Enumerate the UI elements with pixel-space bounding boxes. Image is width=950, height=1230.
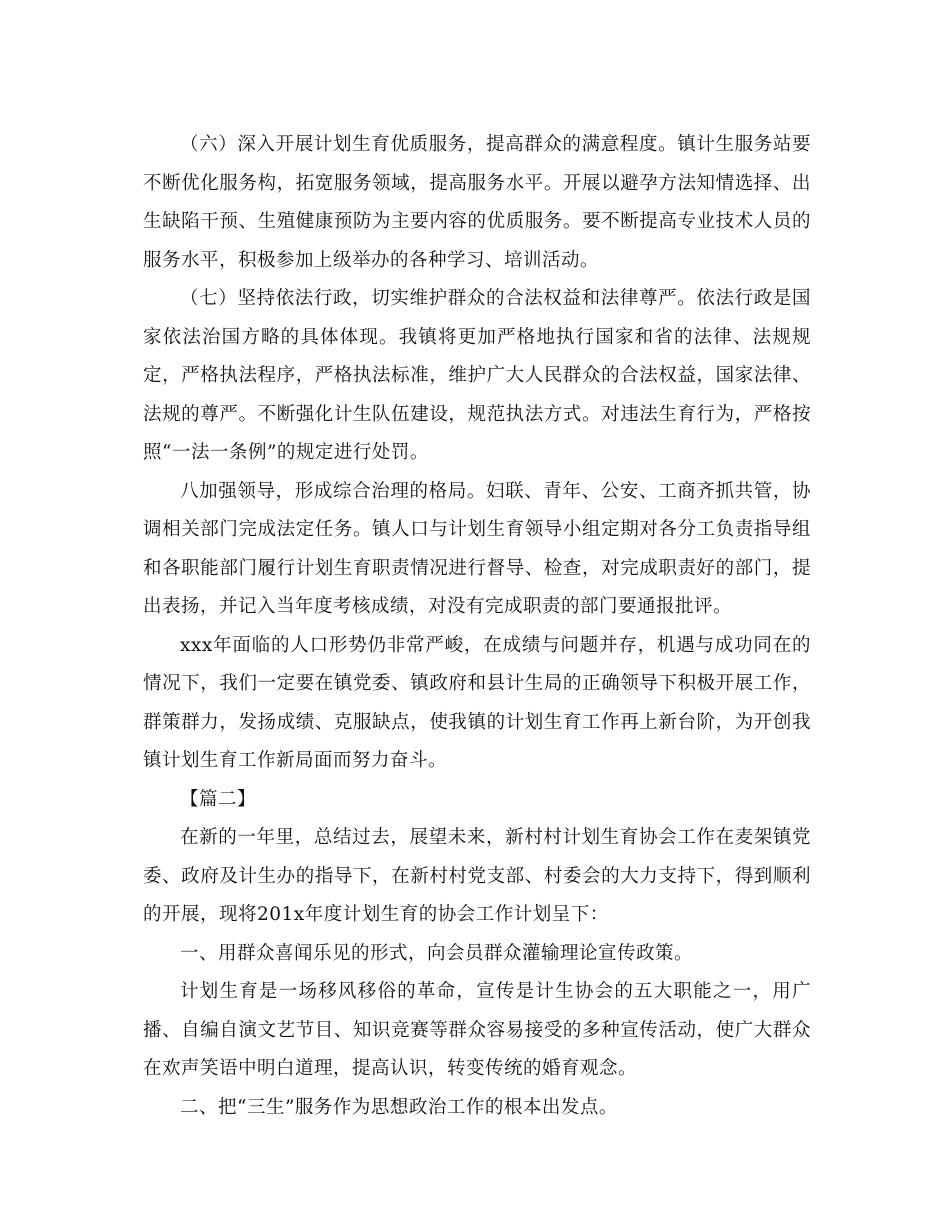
paragraph-item-8: 八加强领导，形成综合治理的格局。妇联、青年、公安、工商齐抓共管，协调相关部门完成法定任务。镇人口与计划生育领导小组定期对各分工负责指导组和各职能部门履行计划生育职责情况进行督导、检查，对完成职责好的部门，提出表扬，并记入当年度考核成绩，对没有完成职责的部门要通报批评。 [143,480,811,617]
paragraph-item-7: （七）坚持依法行政，切实维护群众的合法权益和法律尊严。依法行政是国家依法治国方略的具体体现。我镇将更加严格地执行国家和省的法律、法规规定，严格执法程序，严格执法标准，维护广大人民群众的合法权益，国家法律、法规的尊严。不断强化计生队伍建设，规范执法方式。对违法生育行为，严格按照“一法一条例”的规定进行处罚。 [143,288,811,463]
paragraph-intro: 在新的一年里，总结过去，展望未来，新村村计划生育协会工作在麦架镇党委、政府及计生办的指导下，在新村村党支部、村委会的大力支持下，得到顺利的开展，现将201x年度计划生育的协会工作计划呈下： [143,827,811,925]
paragraph-item-6: （六）深入开展计划生育优质服务，提高群众的满意程度。镇计生服务站要不断优化服务构，拓宽服务领域，提高服务水平。开展以避孕方法知情选择、出生缺陷干预、生殖健康预防为主要内容的优质服务。要不断提高专业技术人员的服务水平，积极参加上级举办的各种学习、培训活动。 [143,134,811,271]
document-body [143,126,811,1127]
paragraph-heading-one: 一、用群众喜闻乐见的形式，向会员群众灌输理论宣传政策。 [180,942,694,964]
paragraph-propaganda: 计划生育是一场移风移俗的革命，宣传是计生协会的五大职能之一，用广播、自编自演文艺节目、知识竞赛等群众容易接受的多种宣传活动，使广大群众在欢声笑语中明白道理，提高认识，转变传统的婚育观念。 [143,981,811,1079]
paragraph-conclusion: xxx年面临的人口形势仍非常严峻，在成绩与问题并存，机遇与成功同在的情况下，我们一定要在镇党委、镇政府和县计生局的正确领导下积极开展工作，群策群力，发扬成绩、克服缺点，使我镇的计划生育工作再上新台阶，为开创我镇计划生育工作新局面而努力奋斗。 [143,634,811,771]
section-heading-part-two: 【篇二】 [180,788,257,810]
paragraph-heading-two: 二、把“三生”服务作为思想政治工作的根本出发点。 [180,1096,618,1118]
